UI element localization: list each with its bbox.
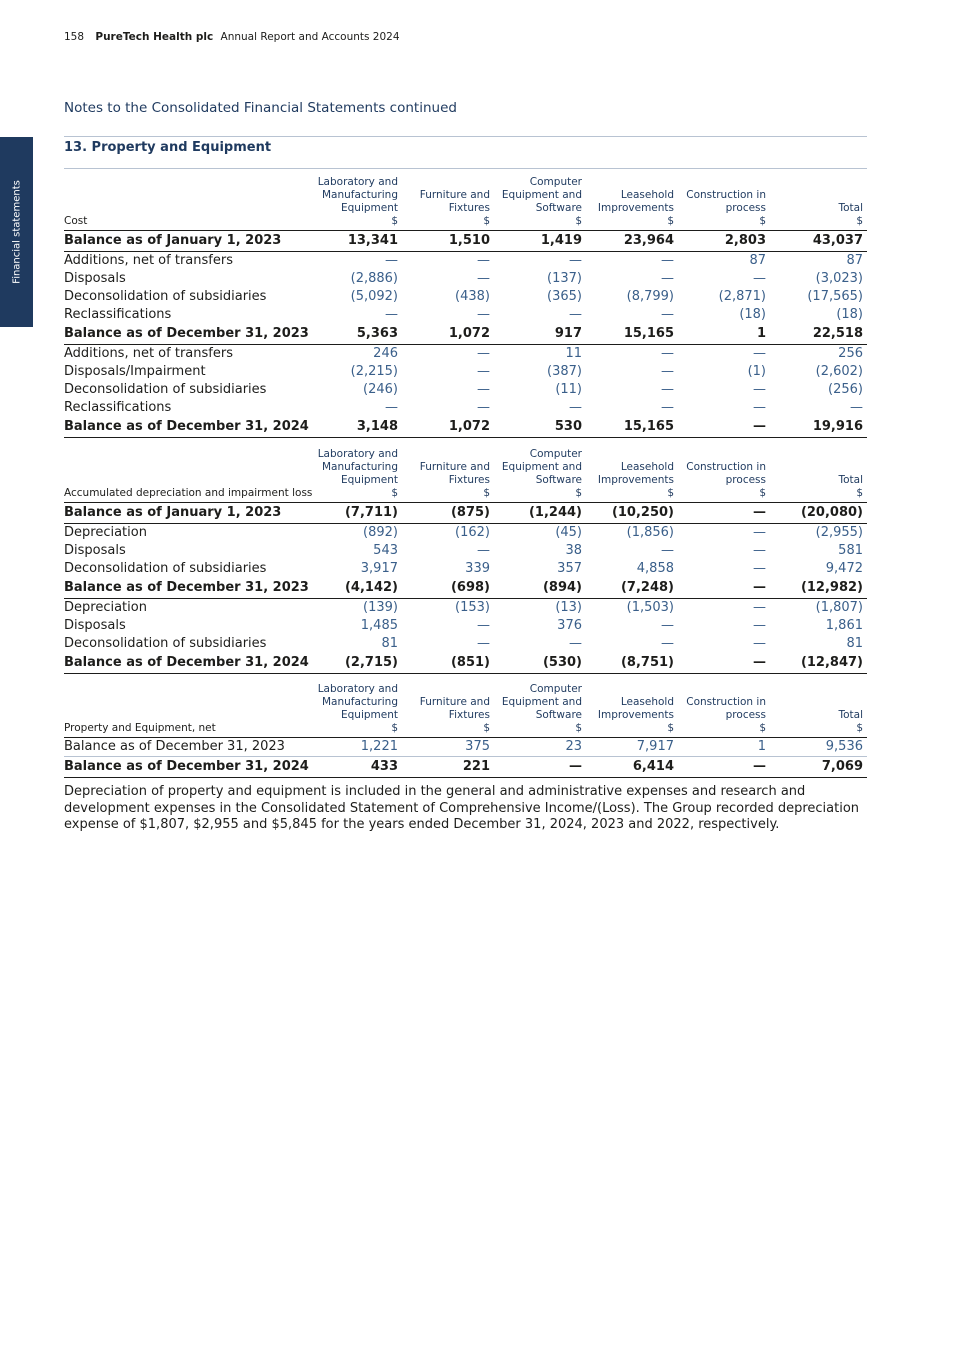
table-cell: —	[661, 382, 674, 397]
row-label: Balance as of December 31, 2023	[64, 738, 317, 757]
table-cell: 375	[402, 738, 494, 757]
table-cell: 1,072	[402, 324, 494, 345]
table-cell: (256)	[828, 382, 863, 397]
column-header	[770, 448, 867, 503]
column-header-line: Software	[535, 474, 582, 486]
table-cell: —	[661, 364, 674, 379]
column-header-line	[402, 176, 490, 189]
table-cell: —	[477, 618, 490, 633]
column-header	[586, 448, 678, 503]
table-row	[64, 288, 867, 306]
column-header-line: $	[483, 487, 490, 499]
table-cell: —	[753, 400, 766, 415]
section-side-tab	[0, 137, 33, 327]
table-row	[64, 738, 867, 757]
table-cell: 1	[678, 324, 770, 345]
table-cell: (1)	[747, 364, 766, 379]
table-cell: 1,221	[317, 738, 402, 757]
table-cell: —	[569, 400, 582, 415]
table-cell: —	[661, 271, 674, 286]
table-cell: (875)	[402, 503, 494, 524]
table-cell: (438)	[455, 289, 490, 304]
table-cell: 38	[565, 543, 582, 558]
column-header-line: Furniture and	[419, 461, 490, 473]
section-title: Notes to the Consolidated Financial Statements continued	[64, 100, 457, 116]
table-cell: —	[753, 636, 766, 651]
column-header-line	[402, 683, 490, 696]
column-header-line	[678, 448, 766, 461]
table-cell: (13)	[555, 600, 582, 615]
table-cell: 11	[565, 346, 582, 361]
table-cell: (162)	[455, 525, 490, 540]
table-cell: —	[661, 307, 674, 322]
table-cell: 1,861	[825, 618, 863, 633]
column-header	[317, 176, 402, 231]
table-cell: —	[477, 636, 490, 651]
depreciation-table	[64, 448, 867, 674]
row-label: Disposals	[64, 271, 126, 286]
column-header	[402, 683, 494, 738]
table-cell: (4,142)	[317, 578, 402, 599]
table-cell: 9,472	[825, 561, 863, 576]
table-cell: —	[678, 417, 770, 438]
table-cell: —	[477, 543, 490, 558]
table-cell: —	[385, 400, 398, 415]
table-cell: —	[661, 253, 674, 268]
column-header-line	[678, 683, 766, 696]
table-cell: (2,955)	[815, 525, 863, 540]
table-row	[64, 306, 867, 324]
row-label: Balance as of December 31, 2023	[64, 578, 317, 599]
table-cell: (1,503)	[626, 600, 674, 615]
table-cell: (387)	[547, 364, 582, 379]
table-cell: —	[850, 400, 863, 415]
page-number: 158	[64, 31, 85, 43]
column-header-line: Total	[838, 709, 863, 721]
row-label: Deconsolidation of subsidiaries	[64, 382, 267, 397]
column-header	[770, 176, 867, 231]
table-row	[64, 270, 867, 288]
row-label: Additions, net of transfers	[64, 253, 233, 268]
table-row	[64, 653, 867, 674]
table-cell: 43,037	[770, 231, 867, 252]
section-label: Cost	[64, 176, 317, 231]
table-row	[64, 381, 867, 399]
column-header-line: Equipment and	[501, 461, 582, 473]
table-cell: 543	[373, 543, 398, 558]
table-cell: (10,250)	[586, 503, 678, 524]
table-cell: —	[385, 307, 398, 322]
column-header-line	[586, 176, 674, 189]
column-header-line: Computer	[529, 683, 582, 695]
table-cell: (12,847)	[770, 653, 867, 674]
table-cell: (8,751)	[586, 653, 678, 674]
column-header-line: $	[575, 722, 582, 734]
column-header	[402, 176, 494, 231]
column-header	[586, 176, 678, 231]
table-cell: (18)	[739, 307, 766, 322]
column-header-line: Computer	[529, 176, 582, 188]
table-cell: —	[385, 253, 398, 268]
table-cell: —	[753, 600, 766, 615]
table-cell: (246)	[363, 382, 398, 397]
table-row	[64, 635, 867, 653]
row-label: Depreciation	[64, 525, 147, 540]
column-header-line: Leasehold	[620, 189, 674, 201]
column-header-row	[64, 683, 867, 738]
column-header-line: $	[575, 215, 582, 227]
column-header	[494, 448, 586, 503]
column-header-line: $	[759, 215, 766, 227]
column-header-line: Equipment and	[501, 189, 582, 201]
column-header-line	[770, 189, 863, 202]
table-row	[64, 252, 867, 271]
table-row	[64, 324, 867, 345]
row-label: Deconsolidation of subsidiaries	[64, 561, 267, 576]
column-header-line: Improvements	[597, 709, 674, 721]
column-header-line: Computer	[529, 448, 582, 460]
row-label: Balance as of December 31, 2023	[64, 324, 317, 345]
table-cell: (7,711)	[317, 503, 402, 524]
table-cell: 15,165	[586, 324, 678, 345]
row-label: Deconsolidation of subsidiaries	[64, 636, 267, 651]
column-header	[678, 448, 770, 503]
table-cell: 1,419	[494, 231, 586, 252]
column-header-line: Improvements	[597, 202, 674, 214]
note-title: 13. Property and Equipment	[64, 140, 272, 155]
table-row	[64, 617, 867, 635]
column-header-line: $	[667, 487, 674, 499]
table-cell: 6,414	[586, 757, 678, 778]
column-header-line: Improvements	[597, 474, 674, 486]
column-header-line: Fixtures	[448, 202, 490, 214]
column-header-line: Laboratory and	[317, 683, 398, 695]
row-label: Balance as of January 1, 2023	[64, 231, 317, 252]
table-row	[64, 560, 867, 578]
table-cell: —	[477, 364, 490, 379]
table-cell: —	[477, 307, 490, 322]
column-header-line: Total	[838, 202, 863, 214]
column-header-line	[678, 176, 766, 189]
column-header-line	[770, 448, 863, 461]
table-cell: (851)	[402, 653, 494, 674]
table-cell: 13,341	[317, 231, 402, 252]
table-row	[64, 399, 867, 417]
column-header-line: $	[667, 722, 674, 734]
net-table	[64, 683, 867, 778]
column-header-line: $	[856, 215, 863, 227]
table-cell: (139)	[363, 600, 398, 615]
table-cell: —	[661, 636, 674, 651]
table-cell: 3,917	[360, 561, 398, 576]
column-header-line: Furniture and	[419, 189, 490, 201]
table-cell: (2,602)	[815, 364, 863, 379]
table-row	[64, 757, 867, 778]
table-cell: (1,244)	[494, 503, 586, 524]
table-cell: 917	[494, 324, 586, 345]
column-header-line	[770, 176, 863, 189]
table-cell: (698)	[402, 578, 494, 599]
section-label: Accumulated depreciation and impairment loss	[64, 448, 317, 503]
column-header-line	[770, 696, 863, 709]
column-header-line: process	[725, 202, 766, 214]
table-cell: —	[477, 271, 490, 286]
table-row	[64, 503, 867, 524]
table-cell: —	[661, 400, 674, 415]
row-label: Reclassifications	[64, 307, 172, 322]
column-header-line: Fixtures	[448, 709, 490, 721]
column-header-line: $	[759, 487, 766, 499]
column-header-line: Furniture and	[419, 696, 490, 708]
column-header	[494, 176, 586, 231]
table-cell: 19,916	[770, 417, 867, 438]
table-cell: 15,165	[586, 417, 678, 438]
depreciation-note-paragraph: Depreciation of property and equipment is included in the general and administrative expenses and research and development expenses in the Consolidated Statement of Comprehensive Income/(Loss). The Group recorded depreciation expense of $1,807, $2,955 and $5,845 for the years ended December 31, 2024, 2023 and 2022, respectively.	[64, 784, 860, 832]
table-row	[64, 524, 867, 543]
column-header-line: Manufacturing	[321, 696, 398, 708]
row-label: Reclassifications	[64, 400, 172, 415]
table-row	[64, 599, 867, 618]
table-cell: (5,092)	[350, 289, 398, 304]
column-header-line: $	[856, 722, 863, 734]
column-header-line: Fixtures	[448, 474, 490, 486]
table-cell: —	[477, 382, 490, 397]
column-header-line: $	[391, 487, 398, 499]
column-header-line	[586, 448, 674, 461]
column-header-line: $	[391, 215, 398, 227]
column-header	[770, 683, 867, 738]
column-header-line: process	[725, 474, 766, 486]
table-cell: (1,856)	[626, 525, 674, 540]
table-cell: —	[569, 636, 582, 651]
table-cell: —	[569, 253, 582, 268]
row-label: Balance as of December 31, 2024	[64, 417, 317, 438]
table-cell: 1,072	[402, 417, 494, 438]
column-header	[678, 683, 770, 738]
table-cell: 246	[373, 346, 398, 361]
table-cell: 4,858	[636, 561, 674, 576]
column-header-line	[402, 448, 490, 461]
column-header-line: $	[391, 722, 398, 734]
table-cell: 3,148	[317, 417, 402, 438]
table-cell: 2,803	[678, 231, 770, 252]
table-cell: (365)	[547, 289, 582, 304]
table-cell: 433	[317, 757, 402, 778]
column-header-line: Equipment	[341, 202, 398, 214]
column-header-line: $	[759, 722, 766, 734]
row-label: Deconsolidation of subsidiaries	[64, 289, 267, 304]
side-tab-label: Financial statements	[11, 180, 22, 284]
table-cell: 81	[381, 636, 398, 651]
table-cell: 87	[749, 253, 766, 268]
column-header	[678, 176, 770, 231]
table-cell: 9,536	[770, 738, 867, 757]
table-cell: —	[477, 400, 490, 415]
column-header-line: Equipment and	[501, 696, 582, 708]
table-cell: 221	[402, 757, 494, 778]
row-label: Additions, net of transfers	[64, 346, 233, 361]
column-header-line	[586, 683, 674, 696]
column-header-line: $	[483, 215, 490, 227]
table-row	[64, 363, 867, 381]
table-cell: —	[753, 561, 766, 576]
table-cell: 81	[846, 636, 863, 651]
column-header-line	[770, 461, 863, 474]
table-cell: (2,886)	[350, 271, 398, 286]
table-row	[64, 417, 867, 438]
table-cell: —	[678, 653, 770, 674]
table-cell: (892)	[363, 525, 398, 540]
table-cell: (8,799)	[626, 289, 674, 304]
table-cell: —	[569, 307, 582, 322]
column-header-line: Leasehold	[620, 696, 674, 708]
column-header-line: Construction in	[686, 461, 766, 473]
table-cell: 22,518	[770, 324, 867, 345]
table-cell: (530)	[494, 653, 586, 674]
divider	[64, 168, 867, 169]
row-label: Disposals/Impairment	[64, 364, 206, 379]
column-header-line: Total	[838, 474, 863, 486]
table-cell: —	[477, 253, 490, 268]
table-cell: 581	[838, 543, 863, 558]
table-cell: 7,917	[586, 738, 678, 757]
column-header-line: Leasehold	[620, 461, 674, 473]
column-header-line: Software	[535, 202, 582, 214]
table-cell: (7,248)	[586, 578, 678, 599]
row-label: Balance as of December 31, 2024	[64, 757, 317, 778]
table-cell: 1,485	[360, 618, 398, 633]
table-cell: —	[477, 346, 490, 361]
table-cell: —	[753, 346, 766, 361]
table-cell: (2,215)	[350, 364, 398, 379]
column-header-line: Laboratory and	[317, 176, 398, 188]
table-cell: —	[753, 543, 766, 558]
table-cell: 339	[465, 561, 490, 576]
table-cell: —	[678, 757, 770, 778]
column-header-line: Construction in	[686, 696, 766, 708]
section-label: Property and Equipment, net	[64, 683, 317, 738]
table-cell: (1,807)	[815, 600, 863, 615]
column-header-line: Construction in	[686, 189, 766, 201]
table-cell: —	[494, 757, 586, 778]
table-cell: 23	[494, 738, 586, 757]
divider	[64, 136, 867, 137]
table-cell: 1	[678, 738, 770, 757]
column-header	[494, 683, 586, 738]
table-cell: (3,023)	[815, 271, 863, 286]
table-cell: —	[753, 271, 766, 286]
table-cell: 357	[557, 561, 582, 576]
cost-table	[64, 176, 867, 438]
table-cell: 7,069	[770, 757, 867, 778]
column-header-line: Equipment	[341, 709, 398, 721]
table-cell: (894)	[494, 578, 586, 599]
table-cell: (12,982)	[770, 578, 867, 599]
table-cell: (2,871)	[718, 289, 766, 304]
table-cell: 376	[557, 618, 582, 633]
row-label: Balance as of January 1, 2023	[64, 503, 317, 524]
table-cell: —	[661, 346, 674, 361]
column-header-line: Equipment	[341, 474, 398, 486]
column-header-line: process	[725, 709, 766, 721]
page-header	[64, 31, 400, 43]
table-cell: (153)	[455, 600, 490, 615]
table-cell: 23,964	[586, 231, 678, 252]
table-cell: —	[678, 503, 770, 524]
table-cell: —	[661, 543, 674, 558]
table-cell: (11)	[555, 382, 582, 397]
table-cell: —	[678, 578, 770, 599]
table-row	[64, 345, 867, 364]
table-cell: —	[661, 618, 674, 633]
column-header	[317, 448, 402, 503]
table-cell: 530	[494, 417, 586, 438]
table-row	[64, 578, 867, 599]
table-cell: —	[753, 618, 766, 633]
table-cell: (137)	[547, 271, 582, 286]
row-label: Depreciation	[64, 600, 147, 615]
table-cell: 256	[838, 346, 863, 361]
table-cell: (20,080)	[770, 503, 867, 524]
column-header-line: $	[856, 487, 863, 499]
table-cell: (2,715)	[317, 653, 402, 674]
column-header	[586, 683, 678, 738]
report-title: Annual Report and Accounts 2024	[220, 31, 400, 43]
table-cell: 1,510	[402, 231, 494, 252]
column-header-line	[770, 683, 863, 696]
column-header-line: $	[667, 215, 674, 227]
table-cell: —	[753, 382, 766, 397]
company-name: PureTech Health plc	[95, 31, 214, 43]
column-header-row	[64, 176, 867, 231]
table-cell: —	[753, 525, 766, 540]
column-header-line: Manufacturing	[321, 189, 398, 201]
column-header-line: Software	[535, 709, 582, 721]
column-header-line: Manufacturing	[321, 461, 398, 473]
column-header	[317, 683, 402, 738]
row-label: Disposals	[64, 543, 126, 558]
table-cell: (17,565)	[807, 289, 863, 304]
table-cell: (18)	[836, 307, 863, 322]
row-label: Disposals	[64, 618, 126, 633]
column-header-line: Laboratory and	[317, 448, 398, 460]
table-cell: 5,363	[317, 324, 402, 345]
table-row	[64, 231, 867, 252]
table-cell: (45)	[555, 525, 582, 540]
table-row	[64, 542, 867, 560]
column-header	[402, 448, 494, 503]
column-header-line: $	[575, 487, 582, 499]
table-cell: 87	[846, 253, 863, 268]
row-label: Balance as of December 31, 2024	[64, 653, 317, 674]
column-header-row	[64, 448, 867, 503]
column-header-line: $	[483, 722, 490, 734]
